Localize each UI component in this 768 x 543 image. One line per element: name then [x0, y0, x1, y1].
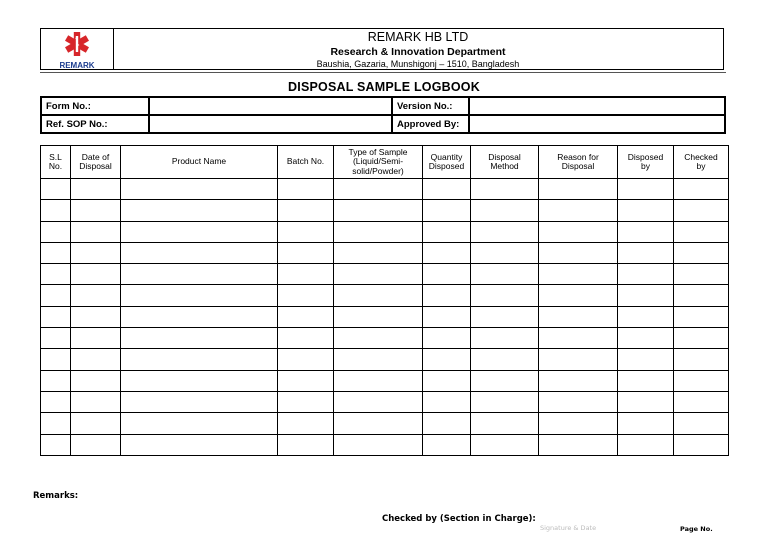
log-entry-cell[interactable] — [334, 242, 423, 263]
log-entry-row — [41, 200, 729, 221]
log-entry-cell[interactable] — [278, 349, 334, 370]
department-name: Research & Innovation Department — [330, 46, 506, 58]
col-reason-for-disposal: Reason for Disposal — [539, 146, 618, 179]
log-entry-cell[interactable] — [618, 264, 674, 285]
log-entry-cell[interactable] — [539, 242, 618, 263]
log-entry-cell[interactable] — [278, 179, 334, 200]
logo-wordmark: REMARK — [59, 61, 95, 70]
log-entry-cell[interactable] — [41, 328, 71, 349]
log-entry-cell[interactable] — [471, 413, 539, 434]
log-entry-cell[interactable] — [423, 349, 471, 370]
log-entry-cell[interactable] — [41, 285, 71, 306]
log-entry-cell[interactable] — [423, 285, 471, 306]
log-entry-row — [41, 221, 729, 242]
document-title: DISPOSAL SAMPLE LOGBOOK — [288, 80, 480, 94]
ref-sop-field[interactable] — [149, 115, 392, 133]
log-entry-cell[interactable] — [121, 264, 278, 285]
log-entry-cell[interactable] — [121, 306, 278, 327]
log-entry-cell[interactable] — [121, 200, 278, 221]
log-entry-cell[interactable] — [71, 434, 121, 455]
log-entry-cell[interactable] — [121, 413, 278, 434]
log-entry-cell[interactable] — [618, 391, 674, 412]
col-product-name: Product Name — [121, 146, 278, 179]
log-entry-cell[interactable] — [41, 434, 71, 455]
log-entry-cell[interactable] — [471, 179, 539, 200]
log-entry-cell[interactable] — [278, 264, 334, 285]
log-entry-cell[interactable] — [278, 413, 334, 434]
log-entry-cell[interactable] — [471, 264, 539, 285]
log-entry-cell[interactable] — [71, 179, 121, 200]
log-entry-cell[interactable] — [41, 221, 71, 242]
document-header — [40, 28, 724, 70]
log-entry-cell[interactable] — [471, 306, 539, 327]
log-entry-cell[interactable] — [41, 264, 71, 285]
page-number-label: Page No. — [680, 525, 713, 533]
log-entry-cell[interactable] — [334, 221, 423, 242]
log-entry-cell[interactable] — [71, 306, 121, 327]
log-entry-row — [41, 391, 729, 412]
log-entry-cell[interactable] — [423, 328, 471, 349]
log-entry-cell[interactable] — [278, 306, 334, 327]
log-entry-cell[interactable] — [334, 264, 423, 285]
log-entry-cell[interactable] — [618, 285, 674, 306]
signature-date-hint[interactable]: Signature & Date — [540, 524, 597, 532]
log-entry-cell[interactable] — [674, 200, 729, 221]
log-entry-cell[interactable] — [539, 306, 618, 327]
log-entry-row — [41, 370, 729, 391]
log-entry-row — [41, 328, 729, 349]
log-entry-cell[interactable] — [471, 200, 539, 221]
log-entry-cell[interactable] — [278, 200, 334, 221]
log-header-row — [41, 146, 729, 179]
log-entry-cell[interactable] — [121, 242, 278, 263]
log-entry-cell[interactable] — [674, 179, 729, 200]
log-entry-cell[interactable] — [674, 221, 729, 242]
form-info-row — [41, 115, 725, 133]
version-no-label: Version No.: — [392, 97, 469, 115]
log-entry-cell[interactable] — [674, 285, 729, 306]
log-entry-cell[interactable] — [674, 306, 729, 327]
form-info-row — [41, 97, 725, 115]
log-entry-cell[interactable] — [539, 328, 618, 349]
log-entry-row — [41, 285, 729, 306]
log-entry-cell[interactable] — [471, 221, 539, 242]
log-entry-cell[interactable] — [121, 285, 278, 306]
log-entry-cell[interactable] — [423, 264, 471, 285]
log-entry-cell[interactable] — [41, 242, 71, 263]
log-entry-cell[interactable] — [539, 349, 618, 370]
log-entry-row — [41, 413, 729, 434]
log-entry-cell[interactable] — [121, 391, 278, 412]
log-entry-row — [41, 349, 729, 370]
log-entry-cell[interactable] — [71, 328, 121, 349]
approved-by-label: Approved By: — [392, 115, 469, 133]
log-entry-cell[interactable] — [471, 370, 539, 391]
log-entry-cell[interactable] — [618, 179, 674, 200]
log-entry-cell[interactable] — [423, 306, 471, 327]
log-entry-row — [41, 179, 729, 200]
log-entry-cell[interactable] — [674, 434, 729, 455]
log-entry-cell[interactable] — [41, 349, 71, 370]
log-entry-cell[interactable] — [334, 285, 423, 306]
log-entry-cell[interactable] — [423, 179, 471, 200]
log-entry-cell[interactable] — [539, 370, 618, 391]
ref-sop-label: Ref. SOP No.: — [41, 115, 149, 133]
log-entry-cell[interactable] — [278, 391, 334, 412]
log-entry-cell[interactable] — [423, 370, 471, 391]
log-entry-cell[interactable] — [423, 221, 471, 242]
log-entry-cell[interactable] — [41, 179, 71, 200]
log-entry-cell[interactable] — [618, 200, 674, 221]
log-entry-cell[interactable] — [71, 285, 121, 306]
log-entry-cell[interactable] — [471, 391, 539, 412]
log-entry-cell[interactable] — [471, 242, 539, 263]
log-entry-cell[interactable] — [471, 434, 539, 455]
company-address: Baushia, Gazaria, Munshigonj – 1510, Bangladesh — [316, 59, 520, 69]
col-batch-no: Batch No. — [278, 146, 334, 179]
log-entry-cell[interactable] — [539, 434, 618, 455]
log-entry-cell[interactable] — [539, 221, 618, 242]
log-entry-cell[interactable] — [423, 200, 471, 221]
log-entry-cell[interactable] — [618, 349, 674, 370]
log-entry-cell[interactable] — [471, 328, 539, 349]
log-entry-cell[interactable] — [674, 328, 729, 349]
log-entry-cell[interactable] — [278, 328, 334, 349]
form-info-table — [40, 96, 726, 134]
form-no-field[interactable] — [149, 97, 392, 115]
log-entry-cell[interactable] — [334, 413, 423, 434]
log-entry-cell[interactable] — [334, 328, 423, 349]
log-entry-cell[interactable] — [618, 413, 674, 434]
log-entry-cell[interactable] — [41, 306, 71, 327]
log-entry-cell[interactable] — [41, 391, 71, 412]
log-entry-cell[interactable] — [121, 434, 278, 455]
log-entry-cell[interactable] — [423, 391, 471, 412]
log-entry-cell[interactable] — [71, 391, 121, 412]
log-entry-cell[interactable] — [121, 328, 278, 349]
log-entry-cell[interactable] — [278, 370, 334, 391]
log-entry-cell[interactable] — [539, 285, 618, 306]
log-entry-cell[interactable] — [334, 200, 423, 221]
log-entry-cell[interactable] — [41, 200, 71, 221]
col-disposed-by: Disposed by — [618, 146, 674, 179]
header-divider — [40, 72, 726, 73]
remarks-label: Remarks: — [33, 491, 79, 501]
log-entry-cell[interactable] — [674, 264, 729, 285]
col-date-of-disposal: Date of Disposal — [71, 146, 121, 179]
col-checked-by: Checked by — [674, 146, 729, 179]
log-entry-row — [41, 306, 729, 327]
log-entry-cell[interactable] — [334, 391, 423, 412]
log-entry-cell[interactable] — [539, 413, 618, 434]
log-entry-row — [41, 242, 729, 263]
log-entry-cell[interactable] — [334, 434, 423, 455]
version-no-field[interactable] — [469, 97, 725, 115]
log-entry-cell[interactable] — [71, 349, 121, 370]
log-entry-cell[interactable] — [618, 306, 674, 327]
log-entry-cell[interactable] — [71, 242, 121, 263]
checked-by-label: Checked by (Section in Charge): — [382, 514, 536, 524]
log-entry-row — [41, 264, 729, 285]
log-entry-cell[interactable] — [539, 391, 618, 412]
log-entry-cell[interactable] — [674, 349, 729, 370]
log-entry-cell[interactable] — [334, 349, 423, 370]
log-entry-cell[interactable] — [674, 391, 729, 412]
log-entry-cell[interactable] — [278, 434, 334, 455]
log-entry-cell[interactable] — [539, 200, 618, 221]
log-entry-cell[interactable] — [71, 221, 121, 242]
col-quantity-disposed: Quantity Disposed — [423, 146, 471, 179]
approved-by-field[interactable] — [469, 115, 725, 133]
log-entry-cell[interactable] — [618, 434, 674, 455]
log-entry-cell[interactable] — [121, 349, 278, 370]
log-entry-cell[interactable] — [71, 413, 121, 434]
log-entry-cell[interactable] — [71, 200, 121, 221]
remark-logo-icon — [41, 29, 113, 71]
log-entry-cell[interactable] — [334, 179, 423, 200]
log-entry-cell[interactable] — [41, 413, 71, 434]
log-entry-cell[interactable] — [618, 242, 674, 263]
log-body — [41, 179, 729, 456]
log-entry-cell[interactable] — [539, 264, 618, 285]
log-entry-cell[interactable] — [71, 264, 121, 285]
company-logo — [41, 29, 114, 69]
log-entry-cell[interactable] — [121, 221, 278, 242]
log-entry-cell[interactable] — [471, 285, 539, 306]
log-entry-cell[interactable] — [334, 306, 423, 327]
log-entry-cell[interactable] — [121, 370, 278, 391]
log-entry-cell[interactable] — [41, 370, 71, 391]
log-entry-cell[interactable] — [618, 370, 674, 391]
col-type-of-sample: Type of Sample (Liquid/Semi- solid/Powder) — [334, 146, 423, 179]
log-entry-row — [41, 434, 729, 455]
col-sl-no: S.L No. — [41, 146, 71, 179]
col-disposal-method: Disposal Method — [471, 146, 539, 179]
disposal-log-table — [40, 145, 729, 456]
log-entry-cell[interactable] — [539, 179, 618, 200]
log-entry-cell[interactable] — [121, 179, 278, 200]
log-entry-cell[interactable] — [334, 370, 423, 391]
log-entry-cell[interactable] — [674, 413, 729, 434]
log-entry-cell[interactable] — [618, 328, 674, 349]
log-entry-cell[interactable] — [674, 370, 729, 391]
log-entry-cell[interactable] — [423, 413, 471, 434]
company-name: REMARK HB LTD — [367, 30, 469, 44]
log-entry-cell[interactable] — [278, 242, 334, 263]
form-no-label: Form No.: — [41, 97, 149, 115]
log-entry-cell[interactable] — [278, 221, 334, 242]
log-entry-cell[interactable] — [71, 370, 121, 391]
log-entry-cell[interactable] — [471, 349, 539, 370]
log-entry-cell[interactable] — [278, 285, 334, 306]
log-entry-cell[interactable] — [423, 242, 471, 263]
log-entry-cell[interactable] — [618, 221, 674, 242]
log-entry-cell[interactable] — [423, 434, 471, 455]
log-entry-cell[interactable] — [674, 242, 729, 263]
